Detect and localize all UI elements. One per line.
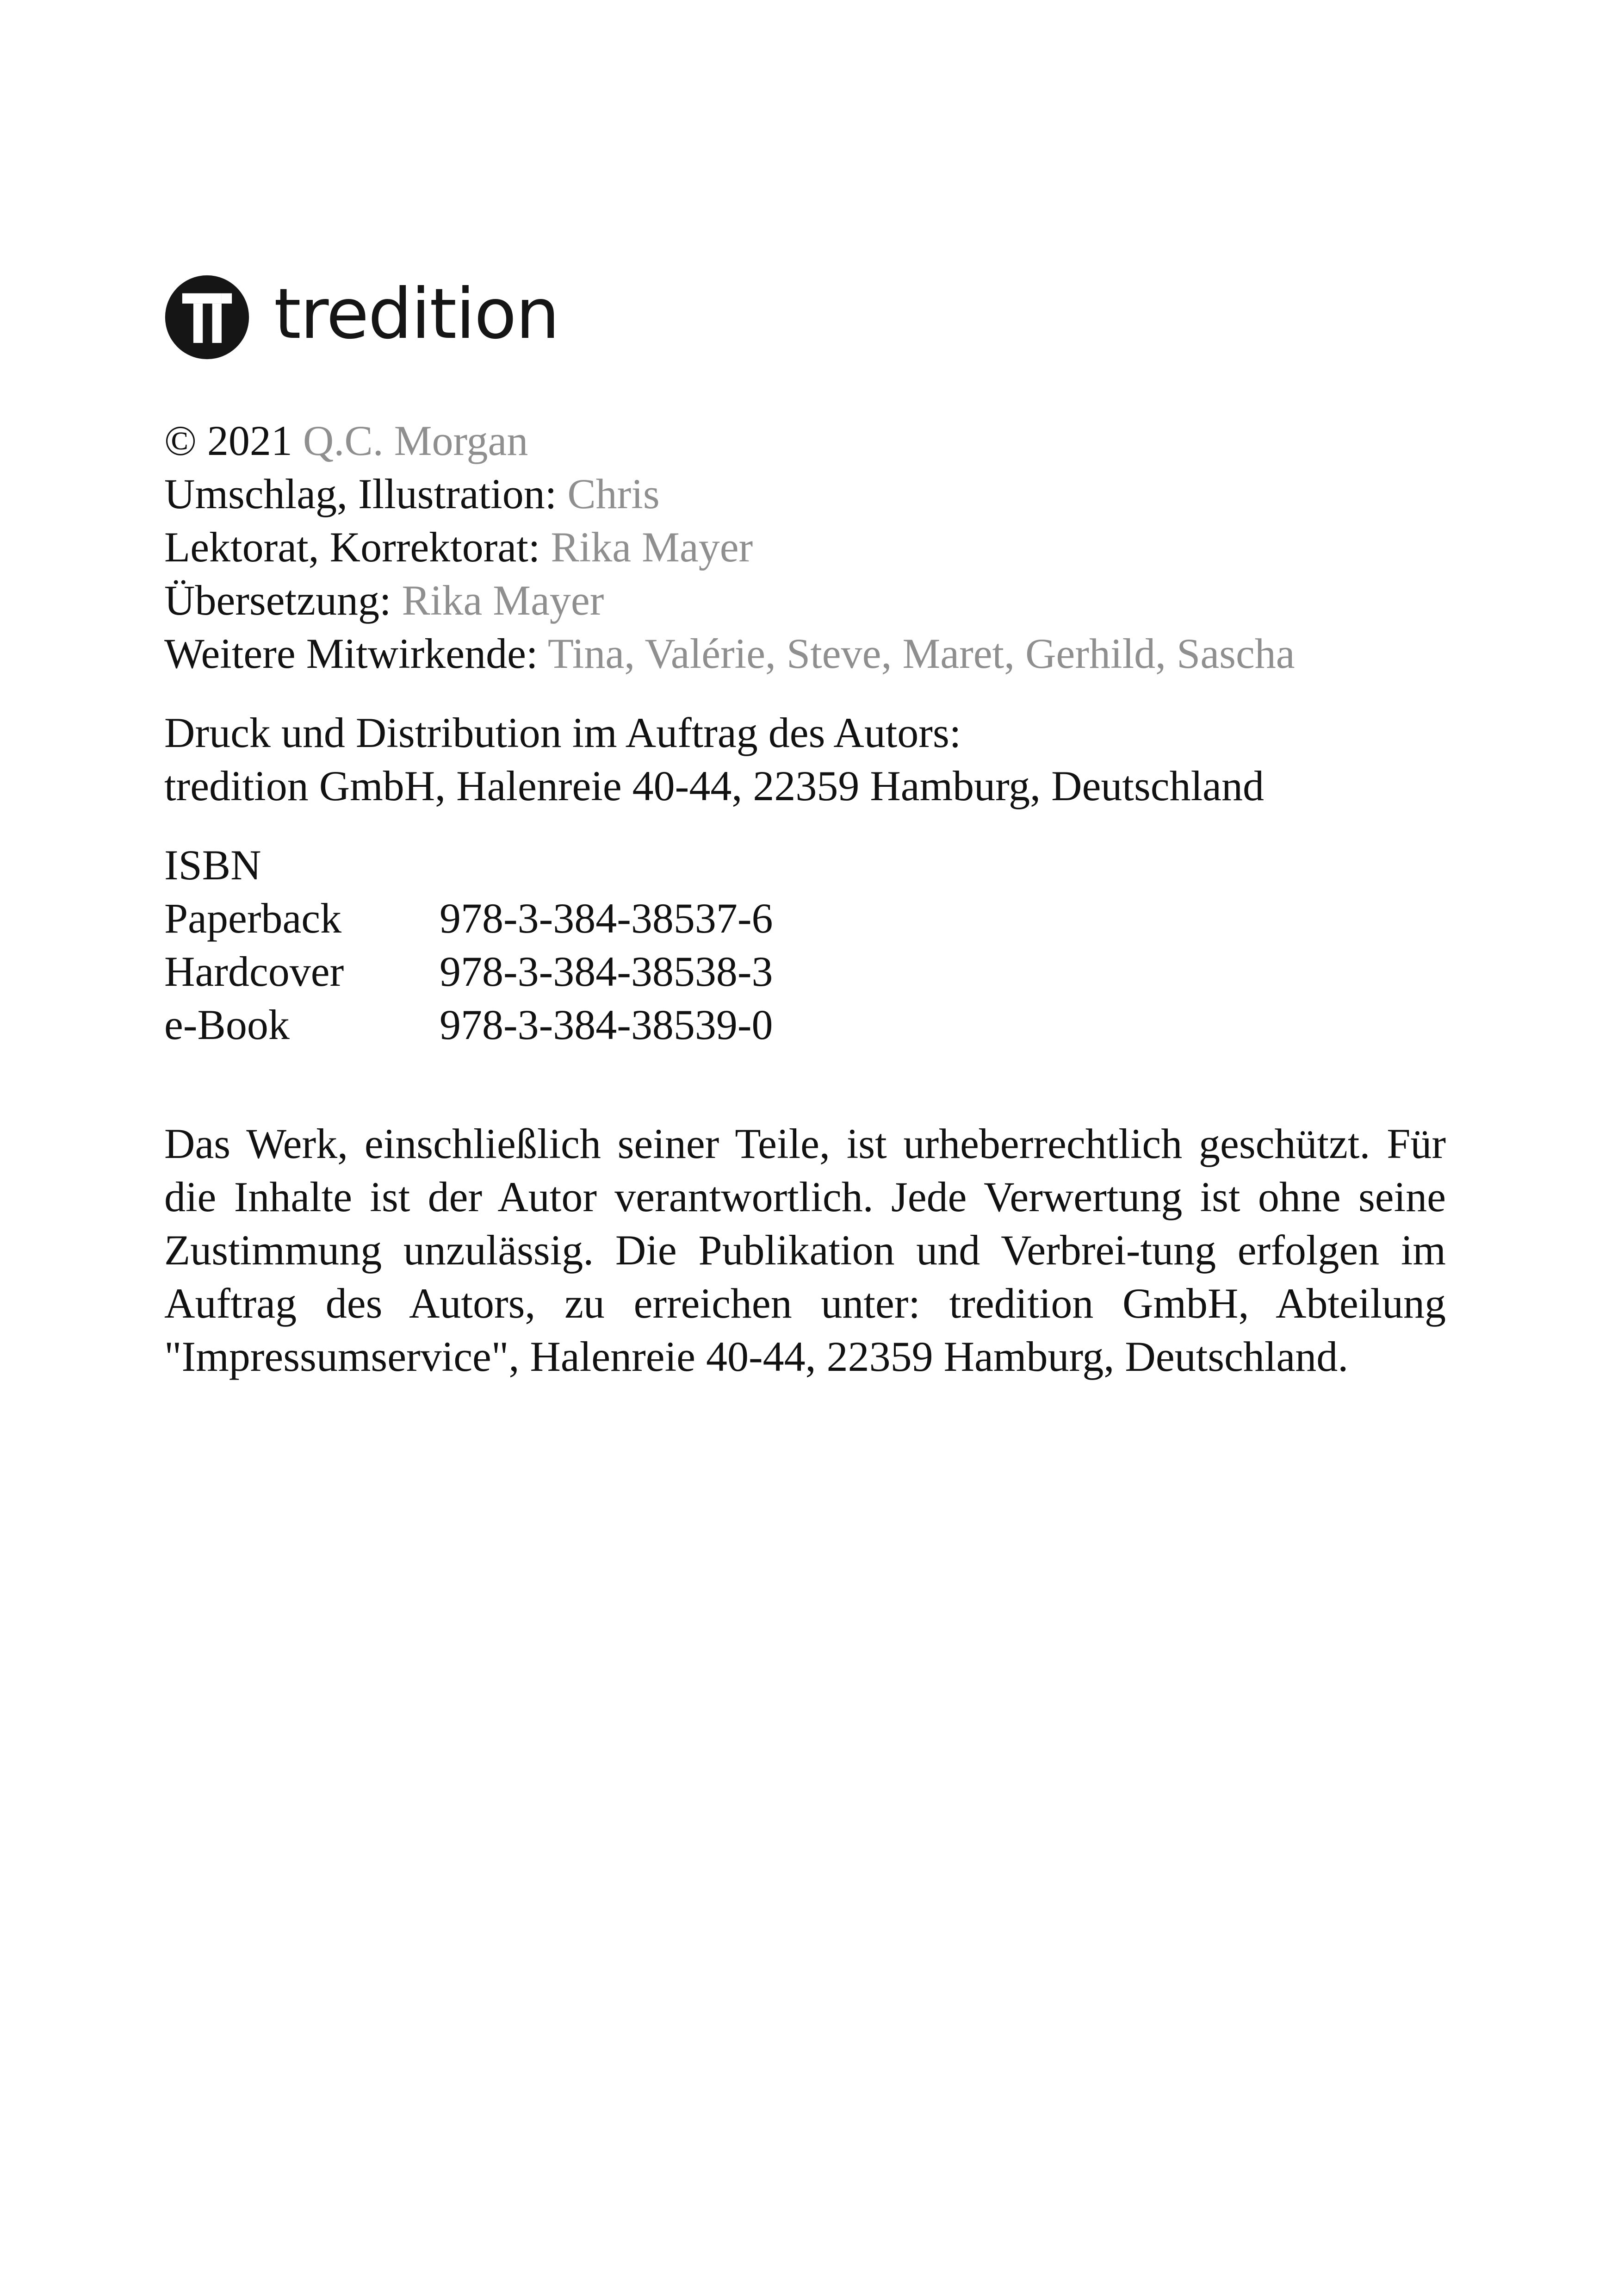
isbn-format-label: Hardcover [164, 948, 344, 995]
legal-notice: Das Werk, einschließlich seiner Teile, ist urheberrechtlich geschützt. Für die Inhalte ist der Autor verantwortlich. Jede Verwertung ist ohne seine Zustimmung unzulässig. Die Publikation und Verbrei-tung erfolgen im Auftrag des Autors, zu erreichen unter: tredition GmbH, Abteilung "Impressumservice", Halenreie 40-44, 22359 Hamburg, Deutschland. [164, 1120, 1446, 1380]
contributors-credit-line [164, 627, 1446, 680]
distribution-block [164, 706, 1446, 813]
isbn-heading: ISBN [164, 841, 261, 889]
cover-credit-label: Umschlag, Illustration: [164, 470, 557, 517]
distribution-line-1: Druck und Distribution im Auftrag des Autors: [164, 709, 961, 756]
isbn-row [164, 892, 1446, 945]
cover-credit-line [164, 467, 1446, 521]
editing-credit-label: Lektorat, Korrektorat: [164, 523, 540, 571]
isbn-number: 978-3-384-38539-0 [440, 1001, 773, 1048]
copyright-line [164, 414, 1446, 467]
cover-credit-value: Chris [567, 470, 660, 517]
translation-credit-value: Rika Mayer [402, 577, 604, 624]
distribution-line-2: tredition GmbH, Halenreie 40-44, 22359 Hamburg, Deutschland [164, 762, 1264, 809]
isbn-format-label: Paperback [164, 895, 342, 942]
translation-credit-label: Übersetzung: [164, 577, 391, 624]
isbn-row [164, 945, 1446, 998]
translation-credit-line [164, 574, 1446, 627]
isbn-format-label: e-Book [164, 1001, 290, 1048]
isbn-number: 978-3-384-38538-3 [440, 948, 773, 995]
isbn-block [164, 839, 1446, 1052]
isbn-row [164, 998, 1446, 1052]
tredition-logo-icon [164, 274, 250, 360]
contributors-credit-value: Tina, Valérie, Steve, Maret, Gerhild, Sascha [547, 630, 1295, 677]
contributors-credit-label: Weitere Mitwirkende: [164, 630, 538, 677]
logo-wordmark: tredition [274, 274, 559, 355]
credits-block [164, 414, 1446, 680]
imprint-content [164, 414, 1446, 1383]
publisher-logo [164, 273, 559, 361]
copyright-prefix: © 2021 [164, 417, 292, 464]
author-name: Q.C. Morgan [303, 417, 528, 464]
editing-credit-line [164, 521, 1446, 574]
isbn-number: 978-3-384-38537-6 [440, 895, 773, 942]
editing-credit-value: Rika Mayer [551, 523, 753, 571]
